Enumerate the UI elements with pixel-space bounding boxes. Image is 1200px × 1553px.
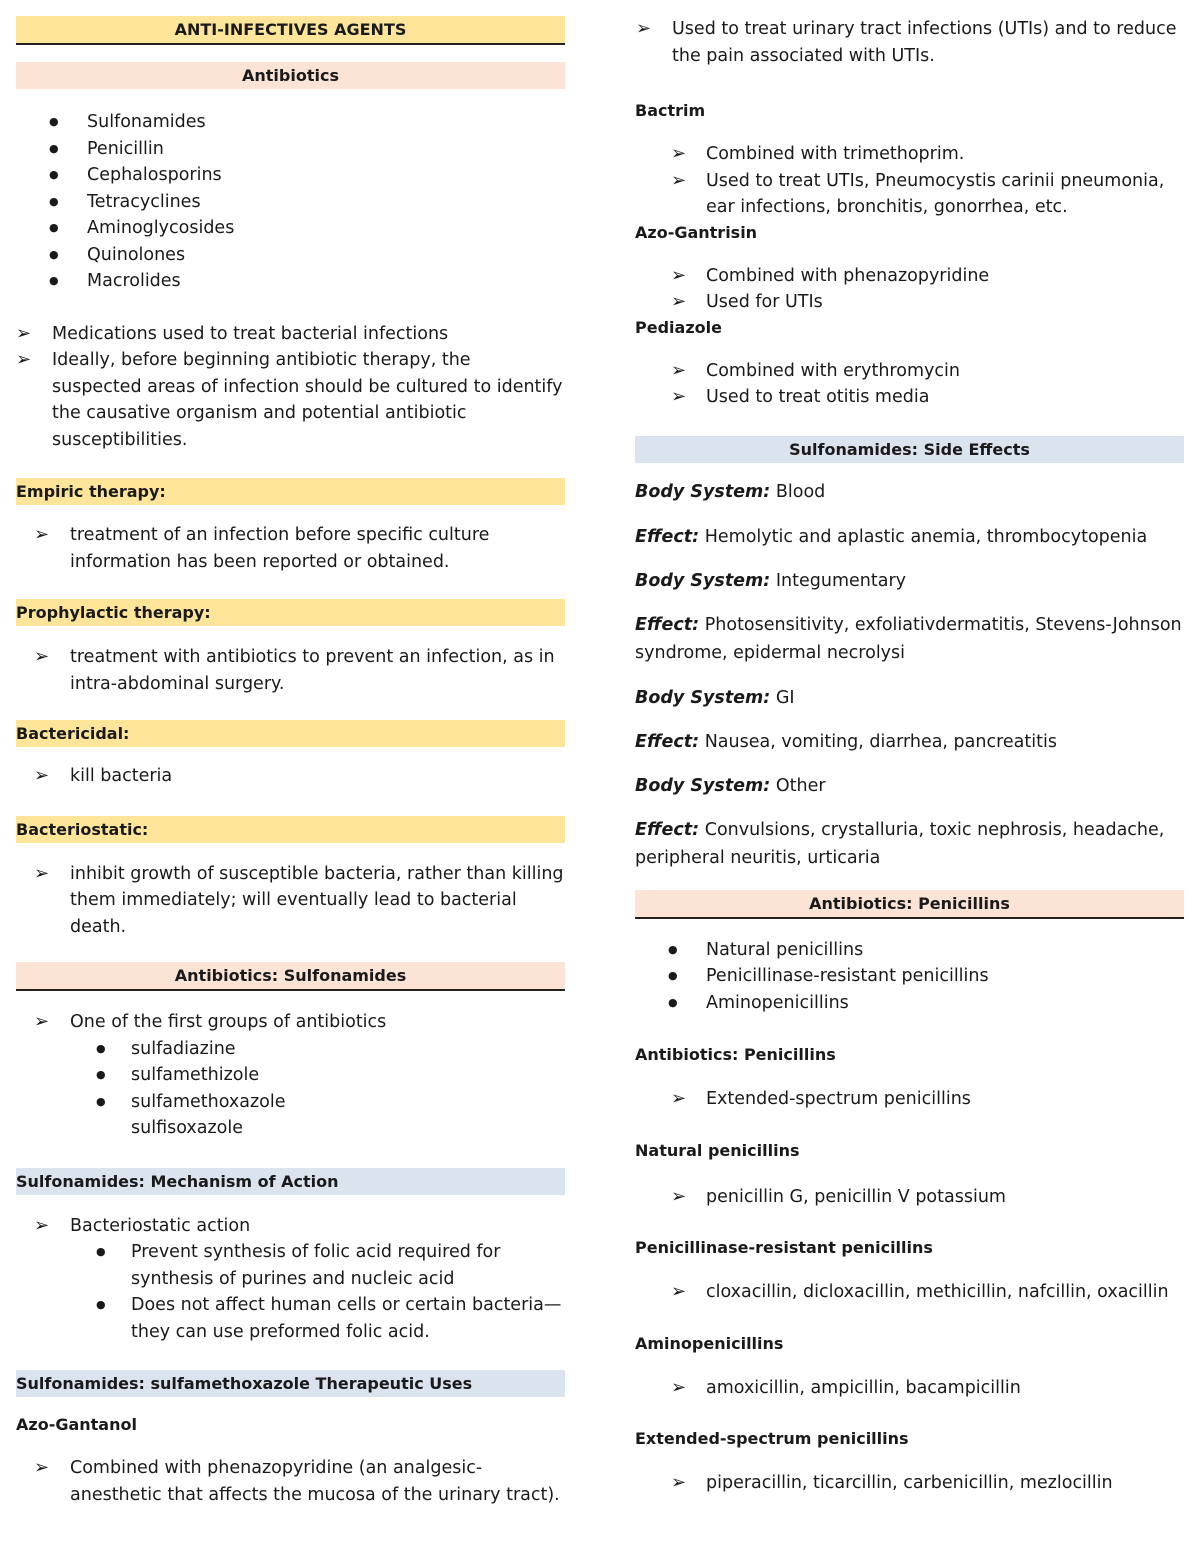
antibiotic-classes-list [16,109,565,295]
penicillin-groups-list [635,937,1184,1017]
right-column [635,16,1184,1497]
prophylactic-heading: Prophylactic therapy: [16,599,565,626]
list-item: ● Prevent synthesis of folic acid required for synthesis of purines and nucleic acid [16,1239,565,1292]
side-effect-system [635,772,1184,800]
list-item: ● sulfamethoxazole [16,1089,565,1116]
page-title: ANTI-INFECTIVES AGENTS [16,16,565,45]
extended-heading: Extended-spectrum penicillins [635,1429,909,1448]
amino-heading: Aminopenicillins [635,1333,784,1353]
penicillins-heading-2: Antibiotics: Penicillins [635,1045,836,1064]
list-item: ➢ Used for UTIs [635,289,1184,316]
moa-points [16,1239,565,1345]
effect-label: Effect: [635,731,700,752]
empiric-heading: Empiric therapy: [16,478,565,505]
azo-gantrisin-heading: Azo-Gantrisin [635,222,758,242]
side-effect-system [635,478,1184,506]
list-item: ● Penicillinase-resistant penicillins [635,963,1184,990]
pediazole-heading: Pediazole [635,317,722,337]
list-item: ● Aminopenicillins [635,990,1184,1017]
body-system-value: Blood [775,481,826,502]
list-item: ➢ Ideally, before beginning antibiotic therapy, the suspected areas of infection should be cultured to identify the causative organism and potential antibiotic susceptibilities. [16,347,565,453]
extended-text: ➢ piperacillin, ticarcillin, carbenicillin, mezlocillin [635,1470,1184,1497]
side-effect-effect [635,523,1184,551]
bacteriostatic-heading: Bacteriostatic: [16,816,565,843]
azo-gantrisin-list [635,263,1184,316]
body-system-label: Body System: [635,570,771,591]
list-item: ➢ Used to treat otitis media [635,384,1184,411]
body-system-value: Integumentary [775,570,906,591]
body-system-value: Other [775,775,826,796]
natural-heading: Natural penicillins [635,1140,800,1160]
list-item: ➢ Combined with phenazopyridine [635,263,1184,290]
list-item: ● sulfamethizole [16,1062,565,1089]
uses-header: Sulfonamides: sulfamethoxazole Therapeutic Uses [16,1370,565,1397]
azo-gantanol-cont: ➢ Used to treat urinary tract infections (UTIs) and to reduce the pain associated with UTIs. [618,16,1184,69]
list-item: ● Tetracyclines [16,189,565,216]
effect-label: Effect: [635,614,700,635]
list-item: ● Quinolones [16,242,565,269]
bactrim-list [635,141,1184,221]
side-effect-effect [635,611,1184,667]
amino-text: ➢ amoxicillin, ampicillin, bacampicillin [635,1375,1184,1402]
prophylactic-text: ➢ treatment with antibiotics to prevent an infection, as in intra-abdominal surgery. [16,644,565,697]
list-item: ➢ Combined with erythromycin [635,358,1184,385]
effect-label: Effect: [635,526,700,547]
list-item: ● Does not affect human cells or certain bacteria—they can use preformed folic acid. [16,1292,565,1345]
empiric-text: ➢ treatment of an infection before specific culture information has been reported or obtained. [16,522,565,575]
list-item: ● Macrolides [16,268,565,295]
body-system-label: Body System: [635,775,771,796]
body-system-label: Body System: [635,687,771,708]
pediazole-list [635,358,1184,411]
list-item: ➢ Medications used to treat bacterial infections [16,321,565,348]
list-item: ● Cephalosporins [16,162,565,189]
sulfonamides-intro: ➢ One of the first groups of antibiotics [16,1009,565,1036]
sulfonamides-drug-list [16,1036,565,1116]
azo-gantanol-text: ➢ Combined with phenazopyridine (an analgesic-anesthetic that affects the mucosa of the urinary tract). [16,1455,565,1508]
bactrim-heading: Bactrim [635,101,706,120]
list-item: ● Penicillin [16,136,565,163]
effect-label: Effect: [635,819,700,840]
list-item: ➢ Combined with trimethoprim. [635,141,1184,168]
list-item: ➢ Used to treat UTIs, Pneumocystis carinii pneumonia, ear infections, bronchitis, gonorrhea, etc. [635,168,1184,221]
bactericidal-text: ➢ kill bacteria [16,763,565,790]
penicillins-header: Antibiotics: Penicillins [635,890,1184,919]
antibiotics-header: Antibiotics [16,62,565,89]
list-item: ● Sulfonamides [16,109,565,136]
penicillins-extended: ➢ Extended-spectrum penicillins [635,1086,1184,1113]
list-item: ● Natural penicillins [635,937,1184,964]
sulfonamides-last: sulfisoxazole [131,1118,243,1138]
resistant-text: ➢ cloxacillin, dicloxacillin, methicillin, nafcillin, oxacillin [635,1279,1184,1306]
azo-gantanol-heading: Azo-Gantanol [16,1415,137,1434]
effect-value: Hemolytic and aplastic anemia, thrombocytopenia [704,526,1148,547]
sulfonamides-header: Antibiotics: Sulfonamides [16,962,565,991]
effect-value: Nausea, vomiting, diarrhea, pancreatitis [704,731,1057,752]
side-effect-effect [635,816,1184,872]
side-effect-system [635,567,1184,595]
effect-value: Convulsions, crystalluria, toxic nephrosis, headache, peripheral neuritis, urticaria [635,819,1165,868]
body-system-value: GI [775,687,795,708]
list-item: ● Aminoglycosides [16,215,565,242]
bacteriostatic-text: ➢ inhibit growth of susceptible bacteria, rather than killing them immediately; will eventually lead to bacterial death. [16,861,565,941]
side-effect-system [635,684,1184,712]
resistant-heading: Penicillinase-resistant penicillins [635,1238,933,1257]
list-item: ● sulfadiazine [16,1036,565,1063]
effect-value: Photosensitivity, exfoliativdermatitis, Stevens-Johnson syndrome, epidermal necrolysi [635,614,1182,663]
left-column [16,16,565,1508]
body-system-label: Body System: [635,481,771,502]
bactericidal-heading: Bactericidal: [16,720,565,747]
moa-intro: ➢ Bacteriostatic action [16,1213,565,1240]
moa-header: Sulfonamides: Mechanism of Action [16,1168,565,1195]
natural-text: ➢ penicillin G, penicillin V potassium [635,1184,1184,1211]
intro-list [16,321,565,454]
side-effect-effect [635,728,1184,756]
side-effects-header: Sulfonamides: Side Effects [635,436,1184,463]
